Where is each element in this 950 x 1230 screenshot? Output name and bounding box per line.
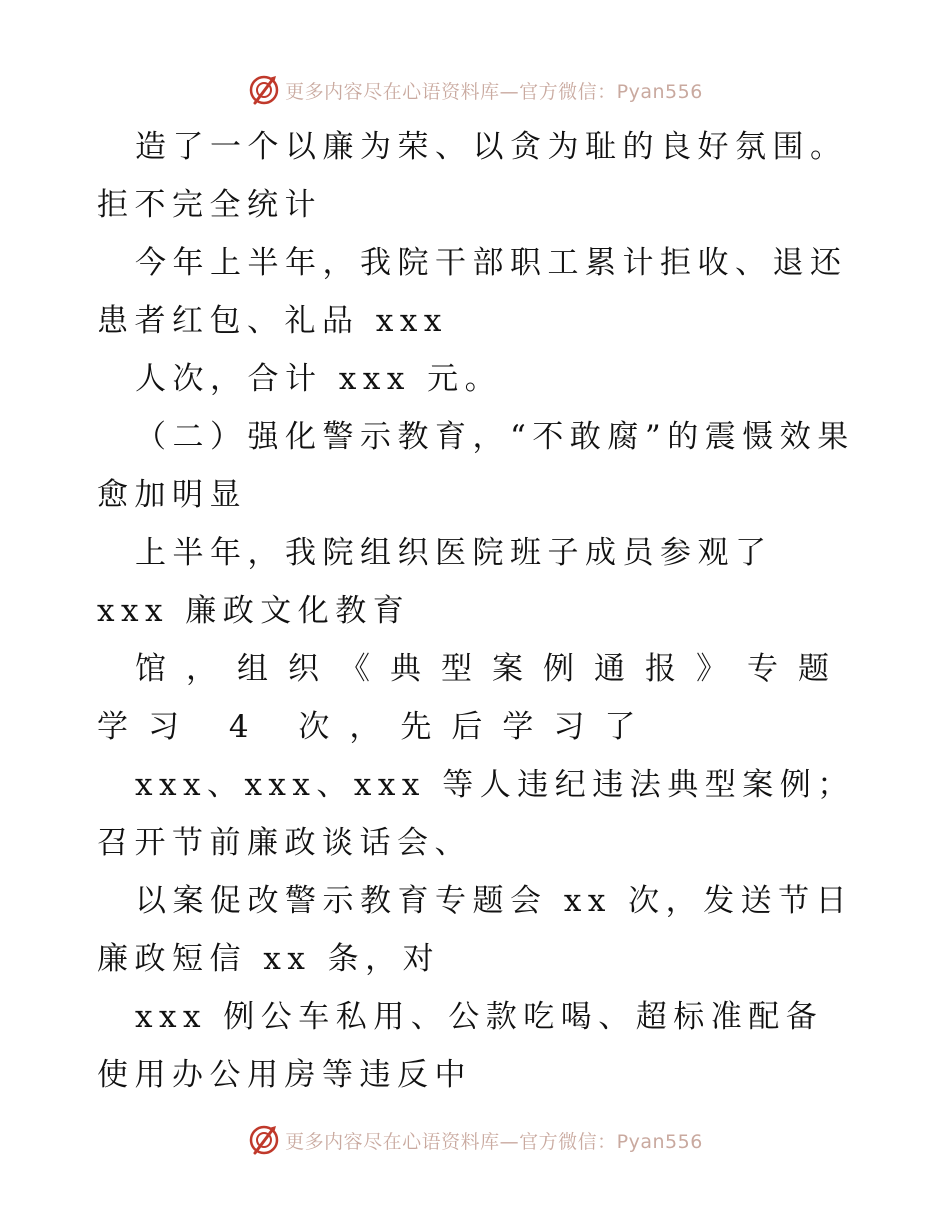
footer-watermark-text: 更多内容尽在心语资料库—官方微信：Pyan556 xyxy=(285,1130,703,1153)
brand-logo-icon xyxy=(247,1123,281,1157)
paragraph-3: 人次，合计 xxx 元。 xyxy=(135,361,503,397)
paragraph-1: 造了一个以廉为荣、以贪为耻的良好氛围。拒不完全统计 xyxy=(97,129,848,223)
paragraph-5: 馆，组织《典型案例通报》专题学习 4 次，先后学习了 xyxy=(97,651,849,745)
section-heading: （二）强化警示教育，“不敢腐”的震慑效果愈加明显 xyxy=(97,419,855,513)
paragraph-2: 今年上半年，我院干部职工累计拒收、退还患者红包、礼品 xxx xyxy=(97,245,848,339)
footer-watermark xyxy=(0,1120,950,1160)
paragraph-8: xxx 例公车私用、公款吃喝、超标准配备使用办公用房等违反中 xyxy=(97,999,824,1093)
brand-logo-icon xyxy=(247,73,281,107)
header-watermark xyxy=(0,70,950,110)
header-watermark-text: 更多内容尽在心语资料库—官方微信：Pyan556 xyxy=(285,80,703,103)
document-body xyxy=(97,118,857,1104)
paragraph-7: 以案促改警示教育专题会 xx 次，发送节日廉政短信 xx 条，对 xyxy=(97,883,854,977)
paragraph-6: xxx、xxx、xxx 等人违纪违法典型案例；召开节前廉政谈话会、 xyxy=(97,767,855,861)
paragraph-4: 上半年，我院组织医院班子成员参观了 xxx 廉政文化教育 xyxy=(97,535,773,629)
